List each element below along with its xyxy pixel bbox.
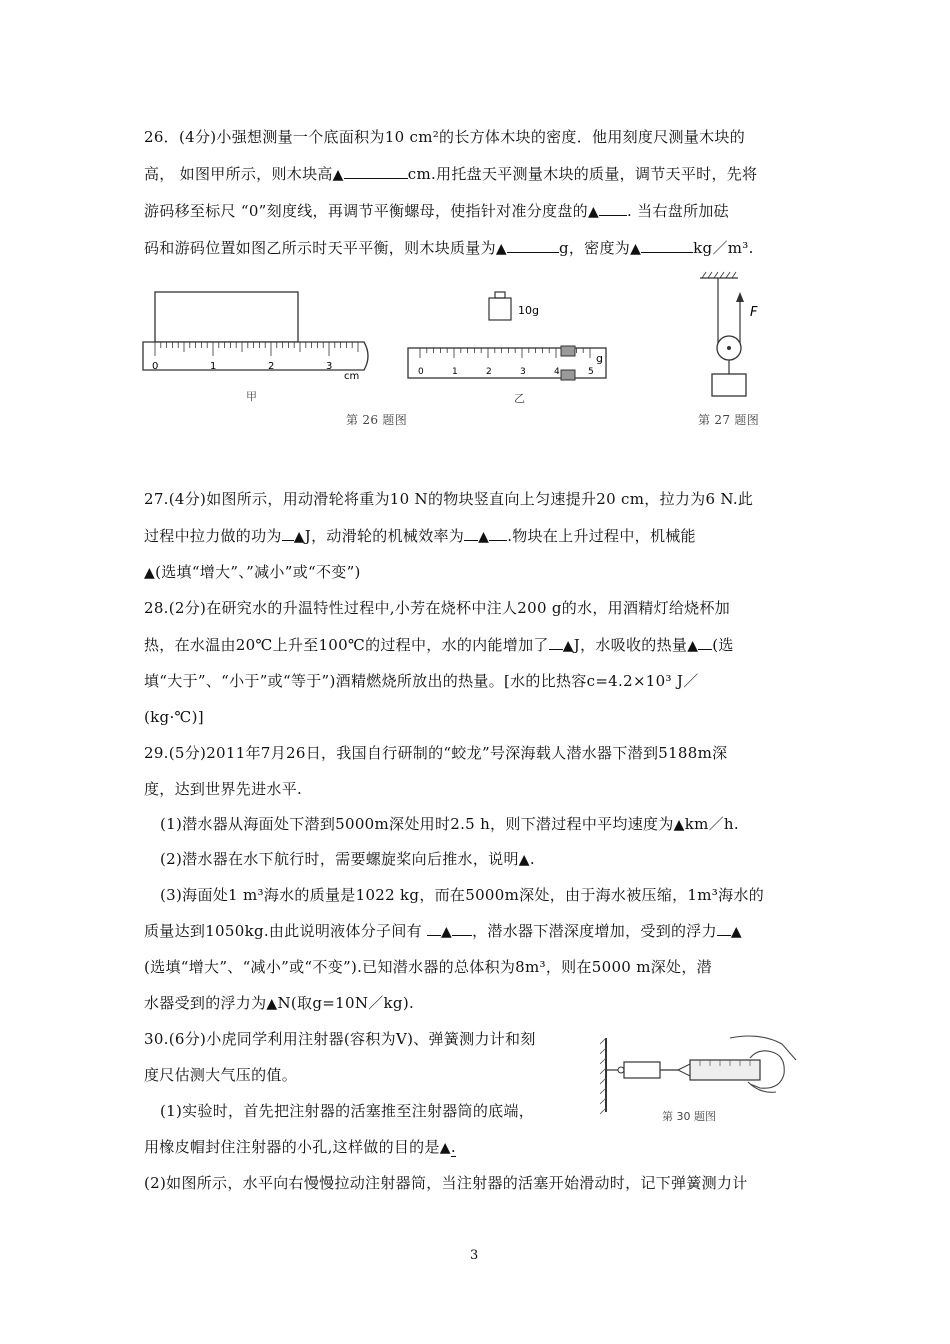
ruler-unit: cm [344, 371, 360, 382]
scale-tick-label: 3 [520, 367, 526, 377]
q26-line-3: 游码移至标尺 “0”刻度线，再调节平衡螺母，使指针对准分度盘的▲ . 当右盘所加砝 [144, 202, 729, 220]
blank-marker: ▲ [332, 167, 344, 183]
q28-line-2: 热，在水温由20℃上升至100℃的过程中，水的内能增加了 ▲J，水吸收的热量▲ (选 [144, 636, 734, 654]
figure-q27-pulley [692, 270, 772, 400]
blank-marker: ▲ [630, 241, 642, 257]
answer-blank [452, 921, 472, 936]
weight-10g [489, 298, 511, 320]
q29-line-5: (3)海面处1 m³海水的质量是1022 kg，而在5000m深处，由于海水被压缩，1m³海水的 [160, 886, 765, 904]
ruler-body [143, 342, 368, 370]
ruler-tick-label: 0 [152, 361, 159, 372]
blank-marker: ▲ [439, 1140, 451, 1156]
syringe-tip [678, 1064, 690, 1076]
rider-bottom [561, 370, 575, 380]
q28-line-4: (kg·℃)] [144, 708, 204, 726]
figure-q30-syringe [600, 1030, 800, 1125]
blank-marker: ▲ [495, 241, 507, 257]
scale-tick-label: 0 [418, 367, 424, 377]
q26-figure-caption: 第 26 题图 [346, 413, 407, 427]
blank-marker: ▲ [144, 565, 156, 581]
scale-tick-label: 2 [486, 367, 492, 377]
q29-line-3: (1)潜水器从海面处下潜到5000m深处用时2.5 h，则下潜过程中平均速度为▲km／h. [160, 815, 739, 833]
figure-jia-ruler [140, 290, 380, 430]
blank-marker: ▲ [587, 204, 600, 220]
answer-blank [282, 526, 294, 541]
scale-tick-label: 4 [554, 367, 560, 377]
q29-line-2: 度，达到世界先进水平. [144, 780, 303, 798]
blank-marker: ▲ [441, 924, 453, 940]
weight-knob [495, 292, 505, 298]
blank-marker: ▲ [293, 529, 305, 545]
ruler-tick-label: 2 [268, 361, 275, 372]
blank-marker: ▲ [266, 996, 278, 1012]
scale-unit: g [596, 352, 603, 365]
figure-yi-balance [404, 290, 624, 410]
scale-tick-label: 1 [452, 367, 458, 377]
q26-line-2: 高， 如图甲所示，则木块高▲ cm.用托盘天平测量木块的质量，调节天平时，先将 [144, 165, 758, 183]
q30-line-1: 30.(6分)小虎同学利用注射器(容积为V)、弹簧测力计和刻 [144, 1030, 536, 1048]
q28-line-1: 28.(2分)在研究水的升温特性过程中,小芳在烧杯中注人200 g的水，用酒精灯给烧杯加 [144, 599, 731, 617]
figure-label-jia: 甲 [246, 390, 257, 403]
blank-marker: ▲ [562, 638, 574, 654]
scale-tick-label: 5 [588, 367, 594, 377]
q30-line-2: 度尺估测大气压的值。 [144, 1066, 298, 1084]
q27-figure-caption: 第 27 题图 [698, 413, 759, 427]
syringe-barrel [690, 1060, 760, 1080]
q27-line-1: 27.(4分)如图所示，用动滑轮将重为10 N的物块竖直向上匀速提升20 cm，拉力为6 N.此 [144, 490, 754, 508]
q30-line-3: (1)实验时，首先把注射器的活塞推至注射器筒的底端， [160, 1102, 535, 1120]
answer-blank [717, 921, 731, 936]
ruler-tick-label: 3 [326, 361, 333, 372]
q29-line-1: 29.(5分)2011年7月26日，我国自行研制的“蛟龙”号深海载人潜水器下潜到5188m深 [144, 744, 728, 762]
q29-line-8: 水器受到的浮力为▲N(取g=10N／kg). [144, 994, 415, 1012]
q26-line-1: 26．(4分)小强想测量一个底面积为10 cm²的长方体木块的密度．他用刻度尺测量木块的 [144, 128, 746, 146]
answer-blank [641, 238, 693, 253]
answer-blank [344, 164, 408, 179]
force-label: F [750, 305, 758, 320]
answer-blank [489, 526, 507, 541]
answer-blank [464, 526, 478, 541]
answer-blank [698, 635, 712, 650]
ruler-tick-label: 1 [210, 361, 217, 372]
weight-label: 10g [518, 304, 539, 317]
blank-marker: ▲ [730, 924, 742, 940]
q27-line-2: 过程中拉力做的功为 ▲J，动滑轮的机械效率为 ▲ .物块在上升过程中，机械能 [144, 527, 696, 545]
blank-marker: ▲ [478, 529, 490, 545]
q27-line-3: ▲(选填“增大”、”减小”或“不变”) [144, 563, 361, 581]
blank-marker: ▲ [518, 852, 530, 868]
answer-blank [549, 635, 563, 650]
q26-line-4: 码和游码位置如图乙所示时天平平衡，则木块质量为▲ g，密度为▲ kg／m³. [144, 239, 754, 257]
q30-line-5: (2)如图所示，水平向右慢慢拉动注射器筒，当注射器的活塞开始滑动时，记下弹簧测力计 [144, 1174, 748, 1192]
answer-blank [599, 201, 627, 216]
q29-line-7: (选填“增大”、“减小”或“不变”).已知潜水器的总体积为8m³，则在5000 m深处，潜 [144, 958, 712, 976]
q30-figure-caption: 第 30 题图 [662, 1110, 716, 1123]
q29-line-4: (2)潜水器在水下航行时，需要螺旋桨向后推水，说明▲. [160, 850, 535, 868]
wood-block [155, 292, 298, 342]
rider-top [561, 346, 575, 356]
figure-label-yi: 乙 [514, 392, 525, 405]
spring-scale [624, 1062, 660, 1078]
blank-marker: ▲ [673, 817, 685, 833]
blank-marker: ▲ [687, 638, 699, 654]
load-block [712, 374, 746, 396]
force-arrow [736, 292, 744, 302]
answer-blank [427, 921, 441, 936]
page-number: 3 [470, 1248, 479, 1263]
q28-line-3: 填“大于”、“小于”或“等于”)酒精燃烧所放出的热量。[水的比热容c=4.2×10³ J／ [144, 672, 699, 690]
answer-blank [507, 238, 559, 253]
q30-line-4: 用橡皮帽封住注射器的小孔,这样做的目的是▲. [144, 1138, 456, 1156]
q29-line-6: 质量达到1050kg.由此说明液体分子间有 ▲ ，潜水器下潜深度增加，受到的浮力 ▲ [144, 922, 742, 940]
